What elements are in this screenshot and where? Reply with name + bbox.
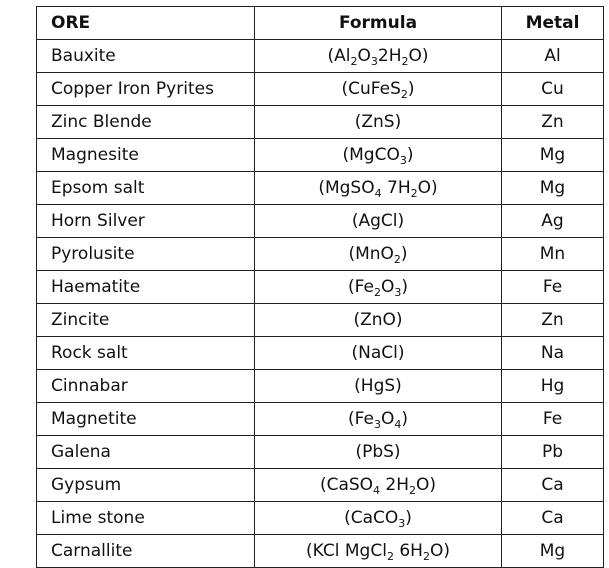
- ore-name-cell: Zincite: [37, 304, 255, 337]
- formula-subscript: 3: [373, 418, 381, 431]
- table-header: [37, 7, 604, 40]
- formula-cell: [255, 469, 502, 502]
- formula-cell: [255, 271, 502, 304]
- formula-subscript: 2: [422, 550, 430, 563]
- formula-cell: [255, 40, 502, 73]
- table-row: [37, 502, 604, 535]
- ore-name-cell: Pyrolusite: [37, 238, 255, 271]
- ore-name-cell: Zinc Blende: [37, 106, 255, 139]
- formula-text: (MgSO: [318, 178, 375, 198]
- table-row: [37, 436, 604, 469]
- table-row: [37, 40, 604, 73]
- formula-subscript: 2: [386, 550, 394, 563]
- formula-text: ): [405, 508, 412, 528]
- formula-text: ): [401, 277, 408, 297]
- formula-text: (ZnO): [353, 310, 403, 330]
- formula-subscript: 2: [410, 187, 418, 200]
- metal-symbol-cell: Al: [502, 40, 604, 73]
- metal-symbol-cell: Na: [502, 337, 604, 370]
- formula-text: O): [408, 46, 429, 66]
- metal-symbol-cell: Mg: [502, 172, 604, 205]
- formula-text: 2H: [377, 46, 402, 66]
- formula-text: (HgS): [354, 376, 402, 396]
- table-row: [37, 205, 604, 238]
- formula-cell: [255, 535, 502, 568]
- formula-subscript: 3: [394, 286, 402, 299]
- metal-symbol-cell: Pb: [502, 436, 604, 469]
- formula-cell: [255, 238, 502, 271]
- formula-subscript: 3: [370, 55, 378, 68]
- formula-subscript: 2: [393, 253, 401, 266]
- table-row: [37, 106, 604, 139]
- table-row: [37, 535, 604, 568]
- ore-name-cell: Lime stone: [37, 502, 255, 535]
- metal-symbol-cell: Zn: [502, 304, 604, 337]
- formula-text: (MnO: [348, 244, 394, 264]
- table-row: [37, 73, 604, 106]
- formula-text: ): [401, 409, 408, 429]
- formula-text: (AgCl): [351, 211, 405, 231]
- header-metal: Metal: [502, 7, 604, 40]
- metal-symbol-cell: Cu: [502, 73, 604, 106]
- table-row: [37, 172, 604, 205]
- formula-subscript: 3: [398, 517, 406, 530]
- header-formula: Formula: [255, 7, 502, 40]
- metal-symbol-cell: Hg: [502, 370, 604, 403]
- formula-text: 2H: [380, 475, 410, 495]
- formula-text: (MgCO: [342, 145, 400, 165]
- metal-symbol-cell: Mg: [502, 139, 604, 172]
- formula-cell: [255, 337, 502, 370]
- ore-name-cell: Magnesite: [37, 139, 255, 172]
- formula-cell: [255, 370, 502, 403]
- header-ore: ORE: [37, 7, 255, 40]
- table-row: [37, 139, 604, 172]
- formula-cell: [255, 502, 502, 535]
- formula-cell: [255, 172, 502, 205]
- metal-symbol-cell: Ca: [502, 469, 604, 502]
- formula-text: 7H: [381, 178, 411, 198]
- formula-text: (CuFeS: [341, 79, 401, 99]
- ore-name-cell: Copper Iron Pyrites: [37, 73, 255, 106]
- formula-cell: [255, 436, 502, 469]
- metal-symbol-cell: Mg: [502, 535, 604, 568]
- ore-name-cell: Haematite: [37, 271, 255, 304]
- formula-cell: [255, 73, 502, 106]
- ore-name-cell: Cinnabar: [37, 370, 255, 403]
- formula-text: (NaCl): [351, 343, 405, 363]
- table-row: [37, 238, 604, 271]
- formula-text: (Fe: [348, 409, 374, 429]
- formula-subscript: 2: [409, 484, 417, 497]
- table-row: [37, 271, 604, 304]
- ore-name-cell: Horn Silver: [37, 205, 255, 238]
- ore-name-cell: Rock salt: [37, 337, 255, 370]
- ore-name-cell: Gypsum: [37, 469, 255, 502]
- formula-text: (ZnS): [354, 112, 402, 132]
- formula-text: ): [400, 244, 408, 264]
- formula-text: (CaCO: [344, 508, 399, 528]
- formula-cell: [255, 205, 502, 238]
- formula-cell: [255, 106, 502, 139]
- formula-subscript: 2: [373, 286, 381, 299]
- formula-subscript: 2: [400, 88, 408, 101]
- ore-name-cell: Carnallite: [37, 535, 255, 568]
- table-row: [37, 337, 604, 370]
- formula-text: O: [380, 409, 395, 429]
- formula-subscript: 2: [350, 55, 358, 68]
- ore-name-cell: Epsom salt: [37, 172, 255, 205]
- formula-cell: [255, 403, 502, 436]
- ore-name-cell: Galena: [37, 436, 255, 469]
- header-row: [37, 7, 604, 40]
- formula-subscript: 4: [374, 187, 382, 200]
- formula-subscript: 4: [373, 484, 381, 497]
- formula-text: (KCl MgCl: [306, 541, 387, 561]
- metal-symbol-cell: Zn: [502, 106, 604, 139]
- metal-symbol-cell: Ag: [502, 205, 604, 238]
- formula-cell: [255, 139, 502, 172]
- formula-text: O): [429, 541, 450, 561]
- metal-symbol-cell: Fe: [502, 271, 604, 304]
- formula-text: O): [416, 475, 437, 495]
- formula-subscript: 3: [399, 154, 407, 167]
- formula-text: (PbS): [355, 442, 401, 462]
- formula-text: (CaSO: [319, 475, 374, 495]
- ore-name-cell: Bauxite: [37, 40, 255, 73]
- metal-symbol-cell: Mn: [502, 238, 604, 271]
- table-row: [37, 370, 604, 403]
- metal-symbol-cell: Fe: [502, 403, 604, 436]
- formula-text: O): [417, 178, 438, 198]
- formula-text: ): [406, 145, 414, 165]
- formula-text: O: [380, 277, 395, 297]
- ore-table: [36, 6, 604, 568]
- formula-text: (Al: [327, 46, 351, 66]
- formula-subscript: 2: [401, 55, 409, 68]
- formula-text: (Fe: [348, 277, 374, 297]
- table-row: [37, 469, 604, 502]
- table-row: [37, 304, 604, 337]
- table-row: [37, 403, 604, 436]
- formula-subscript: 4: [394, 418, 402, 431]
- table-body: [37, 40, 604, 568]
- formula-text: ): [407, 79, 415, 99]
- ore-name-cell: Magnetite: [37, 403, 255, 436]
- formula-text: O: [357, 46, 371, 66]
- formula-text: 6H: [393, 541, 423, 561]
- formula-cell: [255, 304, 502, 337]
- metal-symbol-cell: Ca: [502, 502, 604, 535]
